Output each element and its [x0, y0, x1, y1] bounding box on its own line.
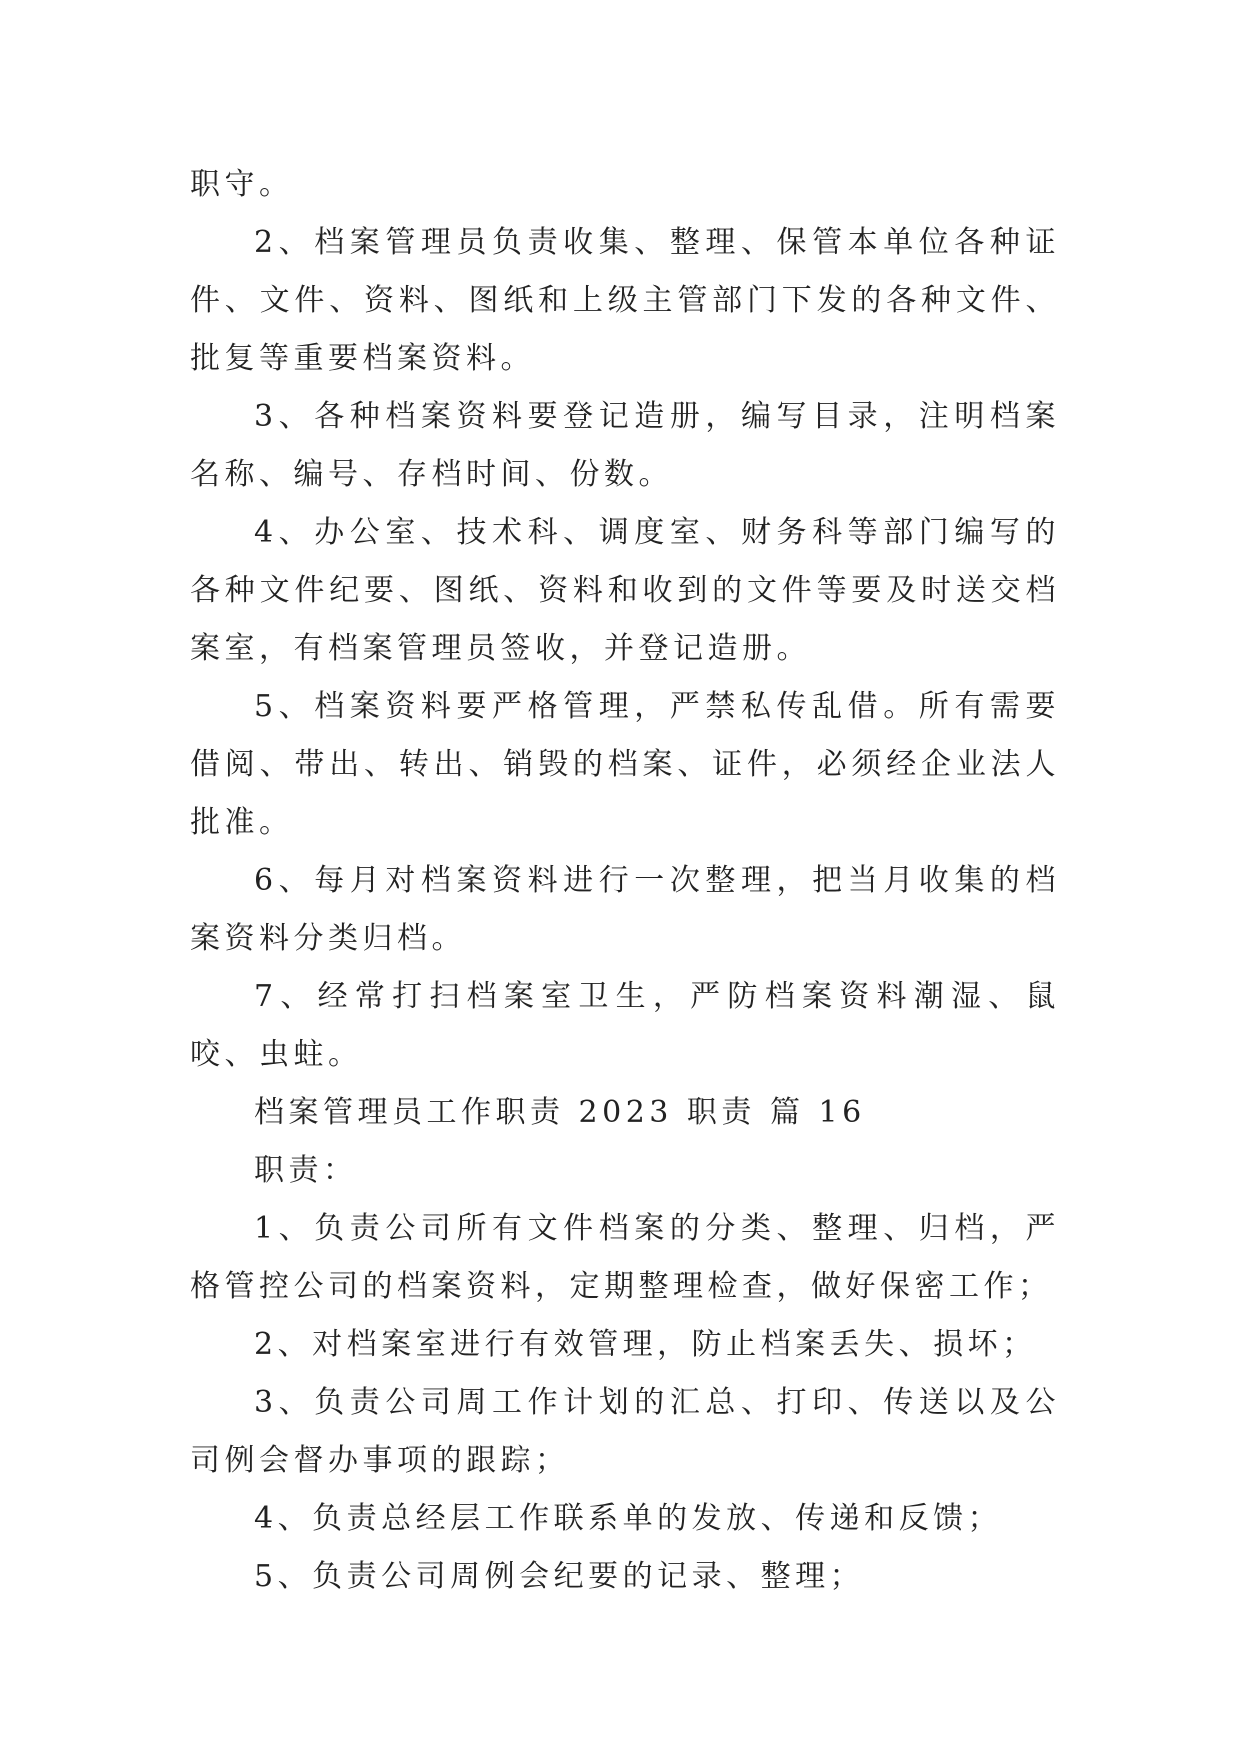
duty-item-5: 5、负责公司周例会纪要的记录、整理；	[254, 1559, 865, 1594]
paragraph-item-7: 7、经常打扫档案室卫生，严防档案资料潮湿、鼠咬、虫蛀。	[190, 979, 1060, 1072]
duty-item-4: 4、负责总经层工作联系单的发放、传递和反馈；	[254, 1501, 1003, 1536]
duty-item-3: 3、负责公司周工作计划的汇总、打印、传送以及公司例会督办事项的跟踪；	[190, 1385, 1060, 1478]
paragraph-item-5: 5、档案资料要严格管理，严禁私传乱借。所有需要借阅、带出、转出、销毁的档案、证件，必须经企业法人批准。	[190, 689, 1060, 840]
paragraph-item-6: 6、每月对档案资料进行一次整理，把当月收集的档案资料分类归档。	[190, 863, 1060, 956]
paragraph-continuation: 职守。	[190, 167, 294, 202]
document-body	[190, 156, 1060, 1606]
paragraph-item-3: 3、各种档案资料要登记造册，编写目录，注明档案名称、编号、存档时间、份数。	[190, 399, 1060, 492]
paragraph-item-4: 4、办公室、技术科、调度室、财务科等部门编写的各种文件纪要、图纸、资料和收到的文件等要及时送交档案室，有档案管理员签收，并登记造册。	[190, 515, 1060, 666]
section-heading: 档案管理员工作职责 2023 职责 篇 16	[254, 1095, 866, 1130]
section-label: 职责：	[254, 1153, 358, 1188]
duty-item-1: 1、负责公司所有文件档案的分类、整理、归档，严格管控公司的档案资料，定期整理检查，做好保密工作；	[190, 1211, 1060, 1304]
duty-item-2: 2、对档案室进行有效管理，防止档案丢失、损坏；	[254, 1327, 1037, 1362]
paragraph-item-2: 2、档案管理员负责收集、整理、保管本单位各种证件、文件、资料、图纸和上级主管部门下发的各种文件、批复等重要档案资料。	[190, 225, 1060, 376]
